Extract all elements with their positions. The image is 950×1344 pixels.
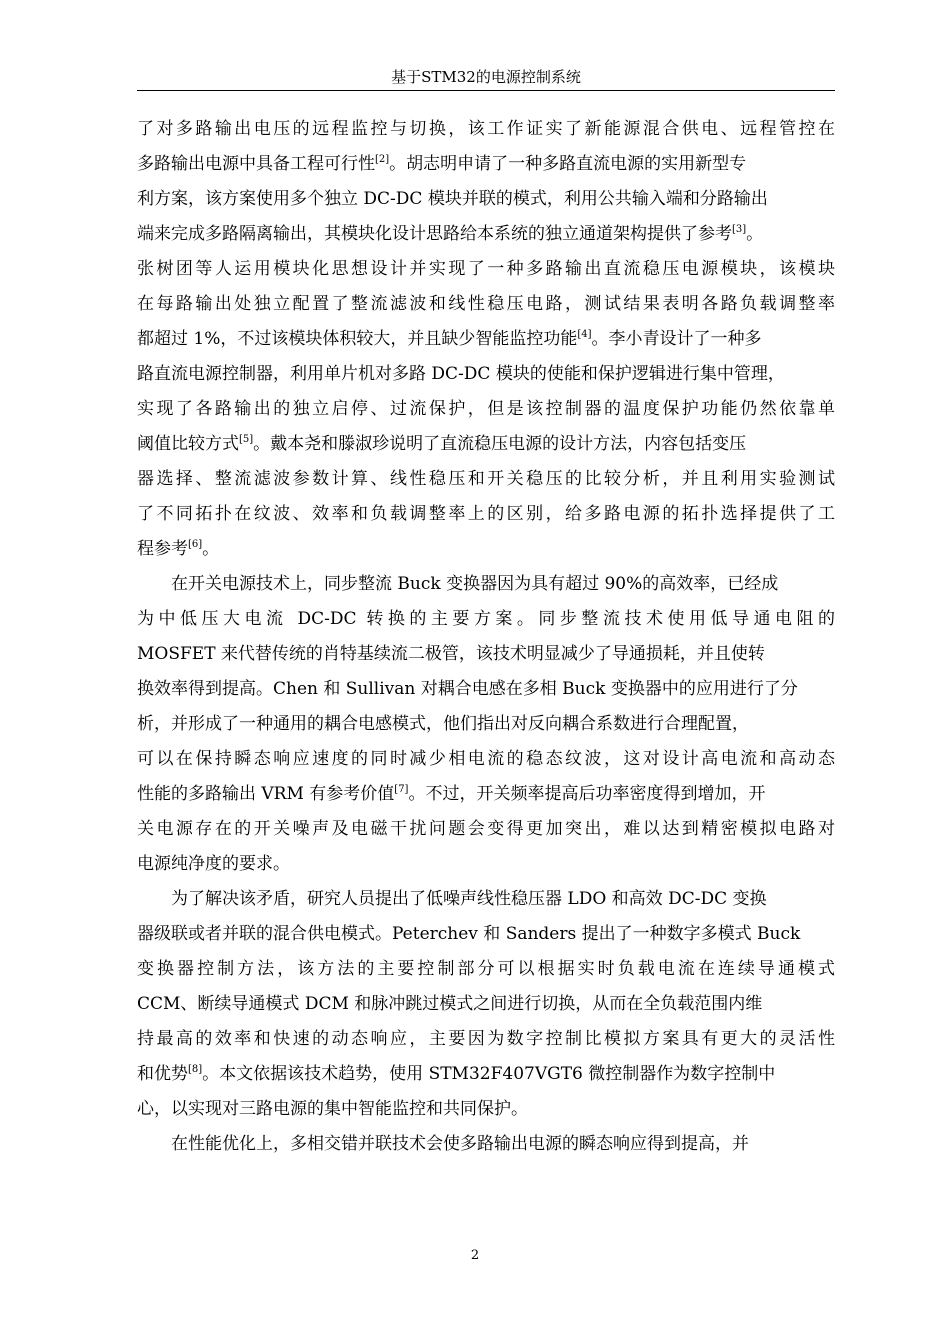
line-text: 持最高的效率和快速的动态响应，主要因为数字控制比模拟方案具有更大的灵活性 [137, 1029, 835, 1049]
text-line [137, 1022, 835, 1057]
citation-marker: [2] [375, 154, 390, 165]
text-line [137, 217, 835, 252]
line-text: 关电源存在的开关噪声及电磁干扰问题会变得更加突出，难以达到精密模拟电路对 [137, 819, 835, 839]
citation-marker: [3] [732, 224, 747, 235]
text-line [137, 287, 835, 322]
text-line [137, 182, 835, 217]
page-number: 2 [470, 1248, 480, 1263]
text-line [137, 742, 835, 777]
text-line [137, 532, 835, 567]
line-text: 阈值比较方式 [137, 434, 239, 454]
line-text: 换效率得到提高。Chen 和 Sullivan 对耦合电感在多相 Buck 变换器中的应用进行了分 [137, 679, 798, 699]
line-text: 在开关电源技术上，同步整流 Buck 变换器因为具有超过 90%的高效率，已经成 [171, 574, 779, 594]
text-line [137, 567, 835, 602]
line-text: 心，以实现对三路电源的集中智能监控和共同保护。 [137, 1099, 528, 1119]
line-text: 性能的多路输出 VRM 有参考价值 [137, 784, 395, 804]
text-line [137, 637, 835, 672]
line-text-tail: 。戴本尧和滕淑珍说明了直流稳压电源的设计方法，内容包括变压 [253, 434, 747, 454]
text-line [137, 987, 835, 1022]
line-text: 可以在保持瞬态响应速度的同时减少相电流的稳态纹波，这对设计高电流和高动态 [137, 749, 835, 769]
running-header: 基于STM32的电源控制系统 [391, 68, 581, 86]
text-line [137, 602, 835, 637]
text-line [137, 952, 835, 987]
line-text: 器级联或者并联的混合供电模式。Peterchev 和 Sanders 提出了一种数字多模式 Buck [137, 924, 801, 944]
citation-marker: [4] [577, 329, 592, 340]
line-text-tail: 。胡志明申请了一种多路直流电源的实用新型专 [389, 154, 747, 174]
line-text: CCM、断续导通模式 DCM 和脉冲跳过模式之间进行切换，从而在全负载范围内维 [137, 994, 763, 1014]
text-line [137, 812, 835, 847]
citation-marker: [6] [188, 539, 203, 550]
line-text: 端来完成多路隔离输出，其模块化设计思路给本系统的独立通道架构提供了参考 [137, 224, 732, 244]
text-line [137, 1057, 835, 1092]
text-line [137, 357, 835, 392]
line-text-tail: 。 [202, 539, 220, 559]
line-text: 变换器控制方法，该方法的主要控制部分可以根据实时负载电流在连续导通模式 [137, 959, 835, 979]
line-text: 程参考 [137, 539, 188, 559]
line-text: 都超过 1%，不过该模块体积较大，并且缺少智能监控功能 [137, 329, 578, 349]
line-text: MOSFET 来代替传统的肖特基续流二极管，该技术明显减少了导通损耗，并且使转 [137, 644, 765, 664]
text-line [137, 427, 835, 462]
text-line [137, 392, 835, 427]
line-text: 电源纯净度的要求。 [137, 854, 290, 874]
body-text [137, 112, 835, 1162]
header-rule [137, 90, 835, 91]
line-text: 了对多路输出电压的远程监控与切换，该工作证实了新能源混合供电、远程管控在 [137, 119, 835, 139]
line-text: 路直流电源控制器，利用单片机对多路 DC-DC 模块的使能和保护逻辑进行集中管理， [137, 364, 785, 384]
citation-marker: [7] [394, 784, 409, 795]
text-line [137, 707, 835, 742]
citation-marker: [5] [239, 434, 254, 445]
line-text: 析，并形成了一种通用的耦合电感模式，他们指出对反向耦合系数进行合理配置， [137, 714, 749, 734]
line-text: 器选择、整流滤波参数计算、线性稳压和开关稳压的比较分析，并且利用实验测试 [137, 469, 835, 489]
line-text: 张树团等人运用模块化思想设计并实现了一种多路输出直流稳压电源模块，该模块 [137, 259, 835, 279]
line-text: 为中低压大电流 DC-DC 转换的主要方案。同步整流技术使用低导通电阻的 [137, 609, 835, 629]
text-line [137, 917, 835, 952]
line-text-tail: 。李小青设计了一种多 [591, 329, 762, 349]
line-text: 多路输出电源中具备工程可行性 [137, 154, 375, 174]
text-line [137, 252, 835, 287]
line-text: 在性能优化上，多相交错并联技术会使多路输出电源的瞬态响应得到提高，并 [171, 1134, 749, 1154]
line-text-tail: 。 [746, 224, 764, 244]
line-text: 实现了各路输出的独立启停、过流保护，但是该控制器的温度保护功能仍然依靠单 [137, 399, 835, 419]
text-line [137, 497, 835, 532]
text-line [137, 672, 835, 707]
line-text: 在每路输出处独立配置了整流滤波和线性稳压电路，测试结果表明各路负载调整率 [137, 294, 835, 314]
line-text-tail: 。不过，开关频率提高后功率密度得到增加，开 [408, 784, 766, 804]
text-line [137, 112, 835, 147]
line-text-tail: 。本文依据该技术趋势，使用 STM32F407VGT6 微控制器作为数字控制中 [202, 1064, 776, 1084]
line-text: 为了解决该矛盾，研究人员提出了低噪声线性稳压器 LDO 和高效 DC-DC 变换 [171, 889, 767, 909]
text-line [137, 1092, 835, 1127]
line-text: 和优势 [137, 1064, 188, 1084]
text-line [137, 777, 835, 812]
text-line [137, 882, 835, 917]
line-text: 利方案，该方案使用多个独立 DC-DC 模块并联的模式，利用公共输入端和分路输出 [137, 189, 768, 209]
text-line [137, 462, 835, 497]
text-line [137, 847, 835, 882]
text-line [137, 322, 835, 357]
text-line [137, 1127, 835, 1162]
text-line [137, 147, 835, 182]
line-text: 了不同拓扑在纹波、效率和负载调整率上的区别，给多路电源的拓扑选择提供了工 [137, 504, 835, 524]
citation-marker: [8] [188, 1064, 203, 1075]
